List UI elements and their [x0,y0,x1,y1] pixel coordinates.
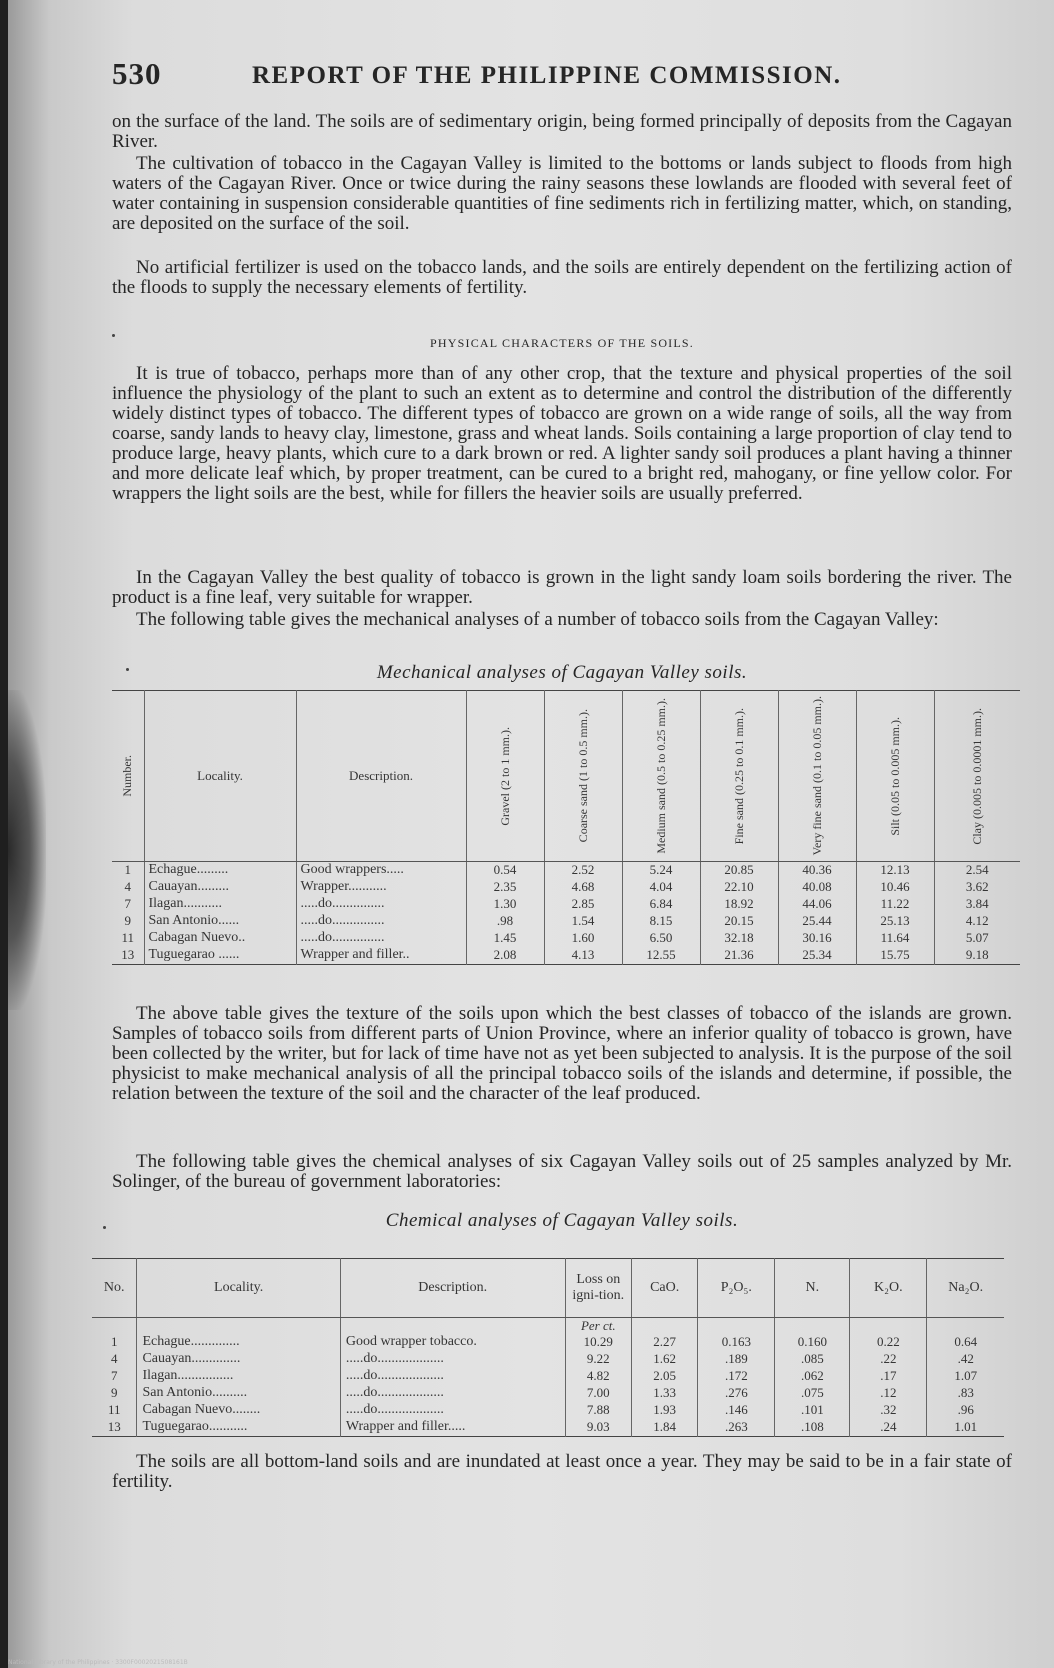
col-fine-sand: Fine sand (0.25 to 0.1 mm.). [700,691,778,862]
cell-p2o5: .172 [698,1368,775,1385]
cell-medium: 5.24 [622,862,700,880]
table-row [92,1368,1004,1385]
cell-medium: 6.84 [622,896,700,913]
table-row [92,1351,1004,1368]
cell-desc: Good wrappers..... [296,862,466,880]
cell-loss: 7.00 [565,1385,631,1402]
table-row [112,862,1020,880]
cell-cao: 1.62 [631,1351,697,1368]
cell-loc: Ilagan........... [144,896,296,913]
cell-na2o: 1.01 [927,1419,1004,1437]
cell-loc: Echague.............. [137,1334,340,1351]
cell-p2o5: .276 [698,1385,775,1402]
cell-loc: Tuguegarao........... [137,1419,340,1437]
cell-desc: Wrapper........... [296,879,466,896]
cell-loc: San Antonio...... [144,913,296,930]
cell-k2o: 0.22 [850,1334,927,1351]
cell-num: 13 [121,947,135,962]
cell-loc: Cabagan Nuevo.. [144,930,296,947]
cell-k2o: .22 [850,1351,927,1368]
cell-n: .101 [775,1402,850,1419]
cell-num: 13 [107,1419,121,1434]
cell-na2o: .83 [927,1385,1004,1402]
cell-cao: 1.33 [631,1385,697,1402]
col-locality: Locality. [144,691,296,862]
table2-caption: Chemical analyses of Cagayan Valley soils. [385,1210,739,1231]
cell-veryfine: 44.06 [778,896,856,913]
col-k2o: K₂O. [850,1259,927,1318]
cell-gravel: 1.30 [466,896,544,913]
cell-coarse: 1.60 [544,930,622,947]
table-row [92,1419,1004,1437]
mechanical-table-body [112,862,1020,965]
cell-loss: 4.82 [565,1368,631,1385]
chemical-table-body [92,1318,1004,1437]
table-row [92,1385,1004,1402]
col-na2o: Na₂O. [927,1259,1004,1318]
cell-medium: 8.15 [622,913,700,930]
cell-loss: 7.88 [565,1402,631,1419]
cell-na2o: .42 [927,1351,1004,1368]
chemical-analyses-table [92,1258,1004,1437]
cell-clay: 3.62 [934,879,1020,896]
col-gravel: Gravel (2 to 1 mm.). [466,691,544,862]
cell-fine: 21.36 [700,947,778,965]
col-p2o5: P₂O₅. [698,1259,775,1318]
cell-desc: Good wrapper tobacco. [340,1334,565,1351]
col-cao: CaO. [631,1259,697,1318]
cell-desc: Wrapper and filler.. [296,947,466,965]
unit-note: Per ct. [565,1318,631,1335]
cell-fine: 32.18 [700,930,778,947]
cell-gravel: .98 [466,913,544,930]
cell-clay: 5.07 [934,930,1020,947]
cell-num: 7 [124,896,131,911]
table-row [112,947,1020,965]
cell-num: 9 [124,913,131,928]
cell-num: 11 [107,1402,121,1417]
cell-desc: Wrapper and filler..... [340,1419,565,1437]
cell-cao: 2.27 [631,1334,697,1351]
cell-clay: 4.12 [934,913,1020,930]
cell-loc: Echague......... [144,862,296,880]
cell-n: .075 [775,1385,850,1402]
paragraph-1: on the surface of the land. The soils are of sedimentary origin, being formed principally of deposits from the Cagayan River. [112,111,1012,152]
unit-row [92,1318,1004,1335]
cell-silt: 11.64 [856,930,934,947]
cell-desc: .....do............... [296,896,466,913]
ink-speck [103,1226,106,1229]
scan-footer: National Library of the Philippines · 3300F0002021508161B [8,1659,188,1666]
cell-n: .085 [775,1351,850,1368]
cell-loc: Cauayan.............. [137,1351,340,1368]
page-header [112,56,1012,96]
paragraph-7: The above table gives the texture of the soils upon which the best classes of tobacco of the islands are grown. Samples of tobacco soils from different parts of Union Province, where an inferior quality of tobacco is grown, have been collected by the writer, but for lack of time have not as yet been subjected to analysis. It is the purpose of the soil physicist to make mechanical analysis of all the principal tobacco soils of the islands and determine, if possible, the relation between the texture of the soil and the character of the leaf produced. [112,1003,1012,1104]
cell-na2o: .96 [927,1402,1004,1419]
cell-silt: 25.13 [856,913,934,930]
cell-na2o: 0.64 [927,1334,1004,1351]
cell-p2o5: 0.163 [698,1334,775,1351]
table-row [112,913,1020,930]
table-row [112,930,1020,947]
paragraph-5: In the Cagayan Valley the best quality of tobacco is grown in the light sandy loam soils bordering the river. The product is a fine leaf, very suitable for wrapper. [112,567,1012,608]
col-locality: Locality. [137,1259,340,1318]
col-silt: Silt (0.05 to 0.005 mm.). [856,691,934,862]
table-row [92,1402,1004,1419]
cell-coarse: 4.68 [544,879,622,896]
cell-desc: .....do................... [340,1368,565,1385]
cell-na2o: 1.07 [927,1368,1004,1385]
cell-veryfine: 25.44 [778,913,856,930]
cell-fine: 22.10 [700,879,778,896]
paragraph-6: The following table gives the mechanical analyses of a number of tobacco soils from the Cagayan Valley: [136,609,939,630]
cell-desc: .....do............... [296,930,466,947]
cell-p2o5: .189 [698,1351,775,1368]
col-loss-on-ignition: Loss on igni-tion. [565,1259,631,1318]
cell-loss: 10.29 [565,1334,631,1351]
cell-gravel: 1.45 [466,930,544,947]
cell-coarse: 4.13 [544,947,622,965]
cell-k2o: .24 [850,1419,927,1437]
cell-p2o5: .146 [698,1402,775,1419]
table1-caption: Mechanical analyses of Cagayan Valley soils. [376,662,748,683]
cell-fine: 20.85 [700,862,778,880]
cell-silt: 15.75 [856,947,934,965]
section-heading: PHYSICAL CHARACTERS OF THE SOILS. [430,336,694,350]
cell-cao: 2.05 [631,1368,697,1385]
cell-veryfine: 25.34 [778,947,856,965]
col-medium-sand: Medium sand (0.5 to 0.25 mm.). [622,691,700,862]
cell-fine: 20.15 [700,913,778,930]
cell-num: 4 [124,879,131,894]
cell-num: 4 [110,1351,118,1366]
cell-veryfine: 30.16 [778,930,856,947]
cell-k2o: .12 [850,1385,927,1402]
paragraph-3: No artificial fertilizer is used on the tobacco lands, and the soils are entirely dependent on the fertilizing action of the floods to supply the necessary elements of fertility. [112,257,1012,298]
cell-k2o: .17 [850,1368,927,1385]
cell-clay: 3.84 [934,896,1020,913]
col-clay: Clay (0.005 to 0.0001 mm.). [934,691,1020,862]
cell-cao: 1.93 [631,1402,697,1419]
cell-coarse: 2.85 [544,896,622,913]
cell-loc: Cauayan......... [144,879,296,896]
cell-silt: 12.13 [856,862,934,880]
cell-loss: 9.22 [565,1351,631,1368]
cell-num: 11 [121,930,135,945]
cell-gravel: 2.35 [466,879,544,896]
cell-num: 1 [124,862,131,877]
cell-coarse: 2.52 [544,862,622,880]
cell-gravel: 2.08 [466,947,544,965]
col-number: Number. [112,691,144,862]
cell-loss: 9.03 [565,1419,631,1437]
cell-veryfine: 40.36 [778,862,856,880]
scanned-page [8,0,1054,1668]
cell-num: 7 [110,1368,118,1383]
cell-gravel: 0.54 [466,862,544,880]
paragraph-8: The following table gives the chemical analyses of six Cagayan Valley soils out of 25 samples analyzed by Mr. Solinger, of the bureau of government laboratories: [112,1151,1012,1192]
cell-loc: Tuguegarao ...... [144,947,296,965]
cell-silt: 10.46 [856,879,934,896]
page-number: 530 [112,56,162,91]
cell-fine: 18.92 [700,896,778,913]
cell-n: 0.160 [775,1334,850,1351]
col-n: N. [775,1259,850,1318]
col-coarse-sand: Coarse sand (1 to 0.5 mm.). [544,691,622,862]
cell-p2o5: .263 [698,1419,775,1437]
cell-k2o: .32 [850,1402,927,1419]
table-row [112,896,1020,913]
cell-silt: 11.22 [856,896,934,913]
cell-desc: .....do............... [296,913,466,930]
cell-desc: .....do................... [340,1385,565,1402]
cell-desc: .....do................... [340,1402,565,1419]
cell-veryfine: 40.08 [778,879,856,896]
cell-desc: .....do................... [340,1351,565,1368]
col-no: No. [92,1259,137,1318]
cell-cao: 1.84 [631,1419,697,1437]
cell-coarse: 1.54 [544,913,622,930]
cell-medium: 6.50 [622,930,700,947]
paragraph-9: The soils are all bottom-land soils and are inundated at least once a year. They may be said to be in a fair state of fertility. [112,1451,1012,1492]
table-row [92,1334,1004,1351]
cell-n: .108 [775,1419,850,1437]
running-head: REPORT OF THE PHILIPPINE COMMISSION. [252,62,842,89]
col-description: Description. [296,691,466,862]
cell-clay: 2.54 [934,862,1020,880]
cell-loc: Ilagan................ [137,1368,340,1385]
cell-medium: 4.04 [622,879,700,896]
table-row [112,879,1020,896]
cell-loc: San Antonio.......... [137,1385,340,1402]
col-very-fine-sand: Very fine sand (0.1 to 0.05 mm.). [778,691,856,862]
cell-loc: Cabagan Nuevo........ [137,1402,340,1419]
binding-shadow [8,690,46,1010]
cell-num: 1 [110,1334,118,1349]
paragraph-4: It is true of tobacco, perhaps more than of any other crop, that the texture and physical properties of the soil influence the physiology of the plant to such an extent as to determine and control the distribution of the differently widely distinct types of tobacco. The different types of tobacco are grown on a wide range of soils, all the way from coarse, sandy lands to heavy clay, limestone, grass and wheat lands. Soils containing a large proportion of clay tend to produce large, heavy plants, which cure to a dark brown or red. A lighter sandy soil produces a plant having a thinner and more delicate leaf which, by proper treatment, can be cured to a bright red, mahogany, or fine yellow color. For wrappers the light soils are the best, while for fillers the heavier soils are usually preferred. [112,363,1012,504]
col-description: Description. [340,1259,565,1318]
cell-medium: 12.55 [622,947,700,965]
mechanical-analyses-table [112,690,1020,965]
cell-num: 9 [110,1385,118,1400]
paragraph-2: The cultivation of tobacco in the Cagayan Valley is limited to the bottoms or lands subject to floods from high waters of the Cagayan River. Once or twice during the rainy seasons these lowlands are flooded with several feet of water containing in suspension considerable quantities of fine sediments rich in fertilizing matter, which, on standing, are deposited on the surface of the soil. [112,153,1012,234]
cell-n: .062 [775,1368,850,1385]
cell-clay: 9.18 [934,947,1020,965]
